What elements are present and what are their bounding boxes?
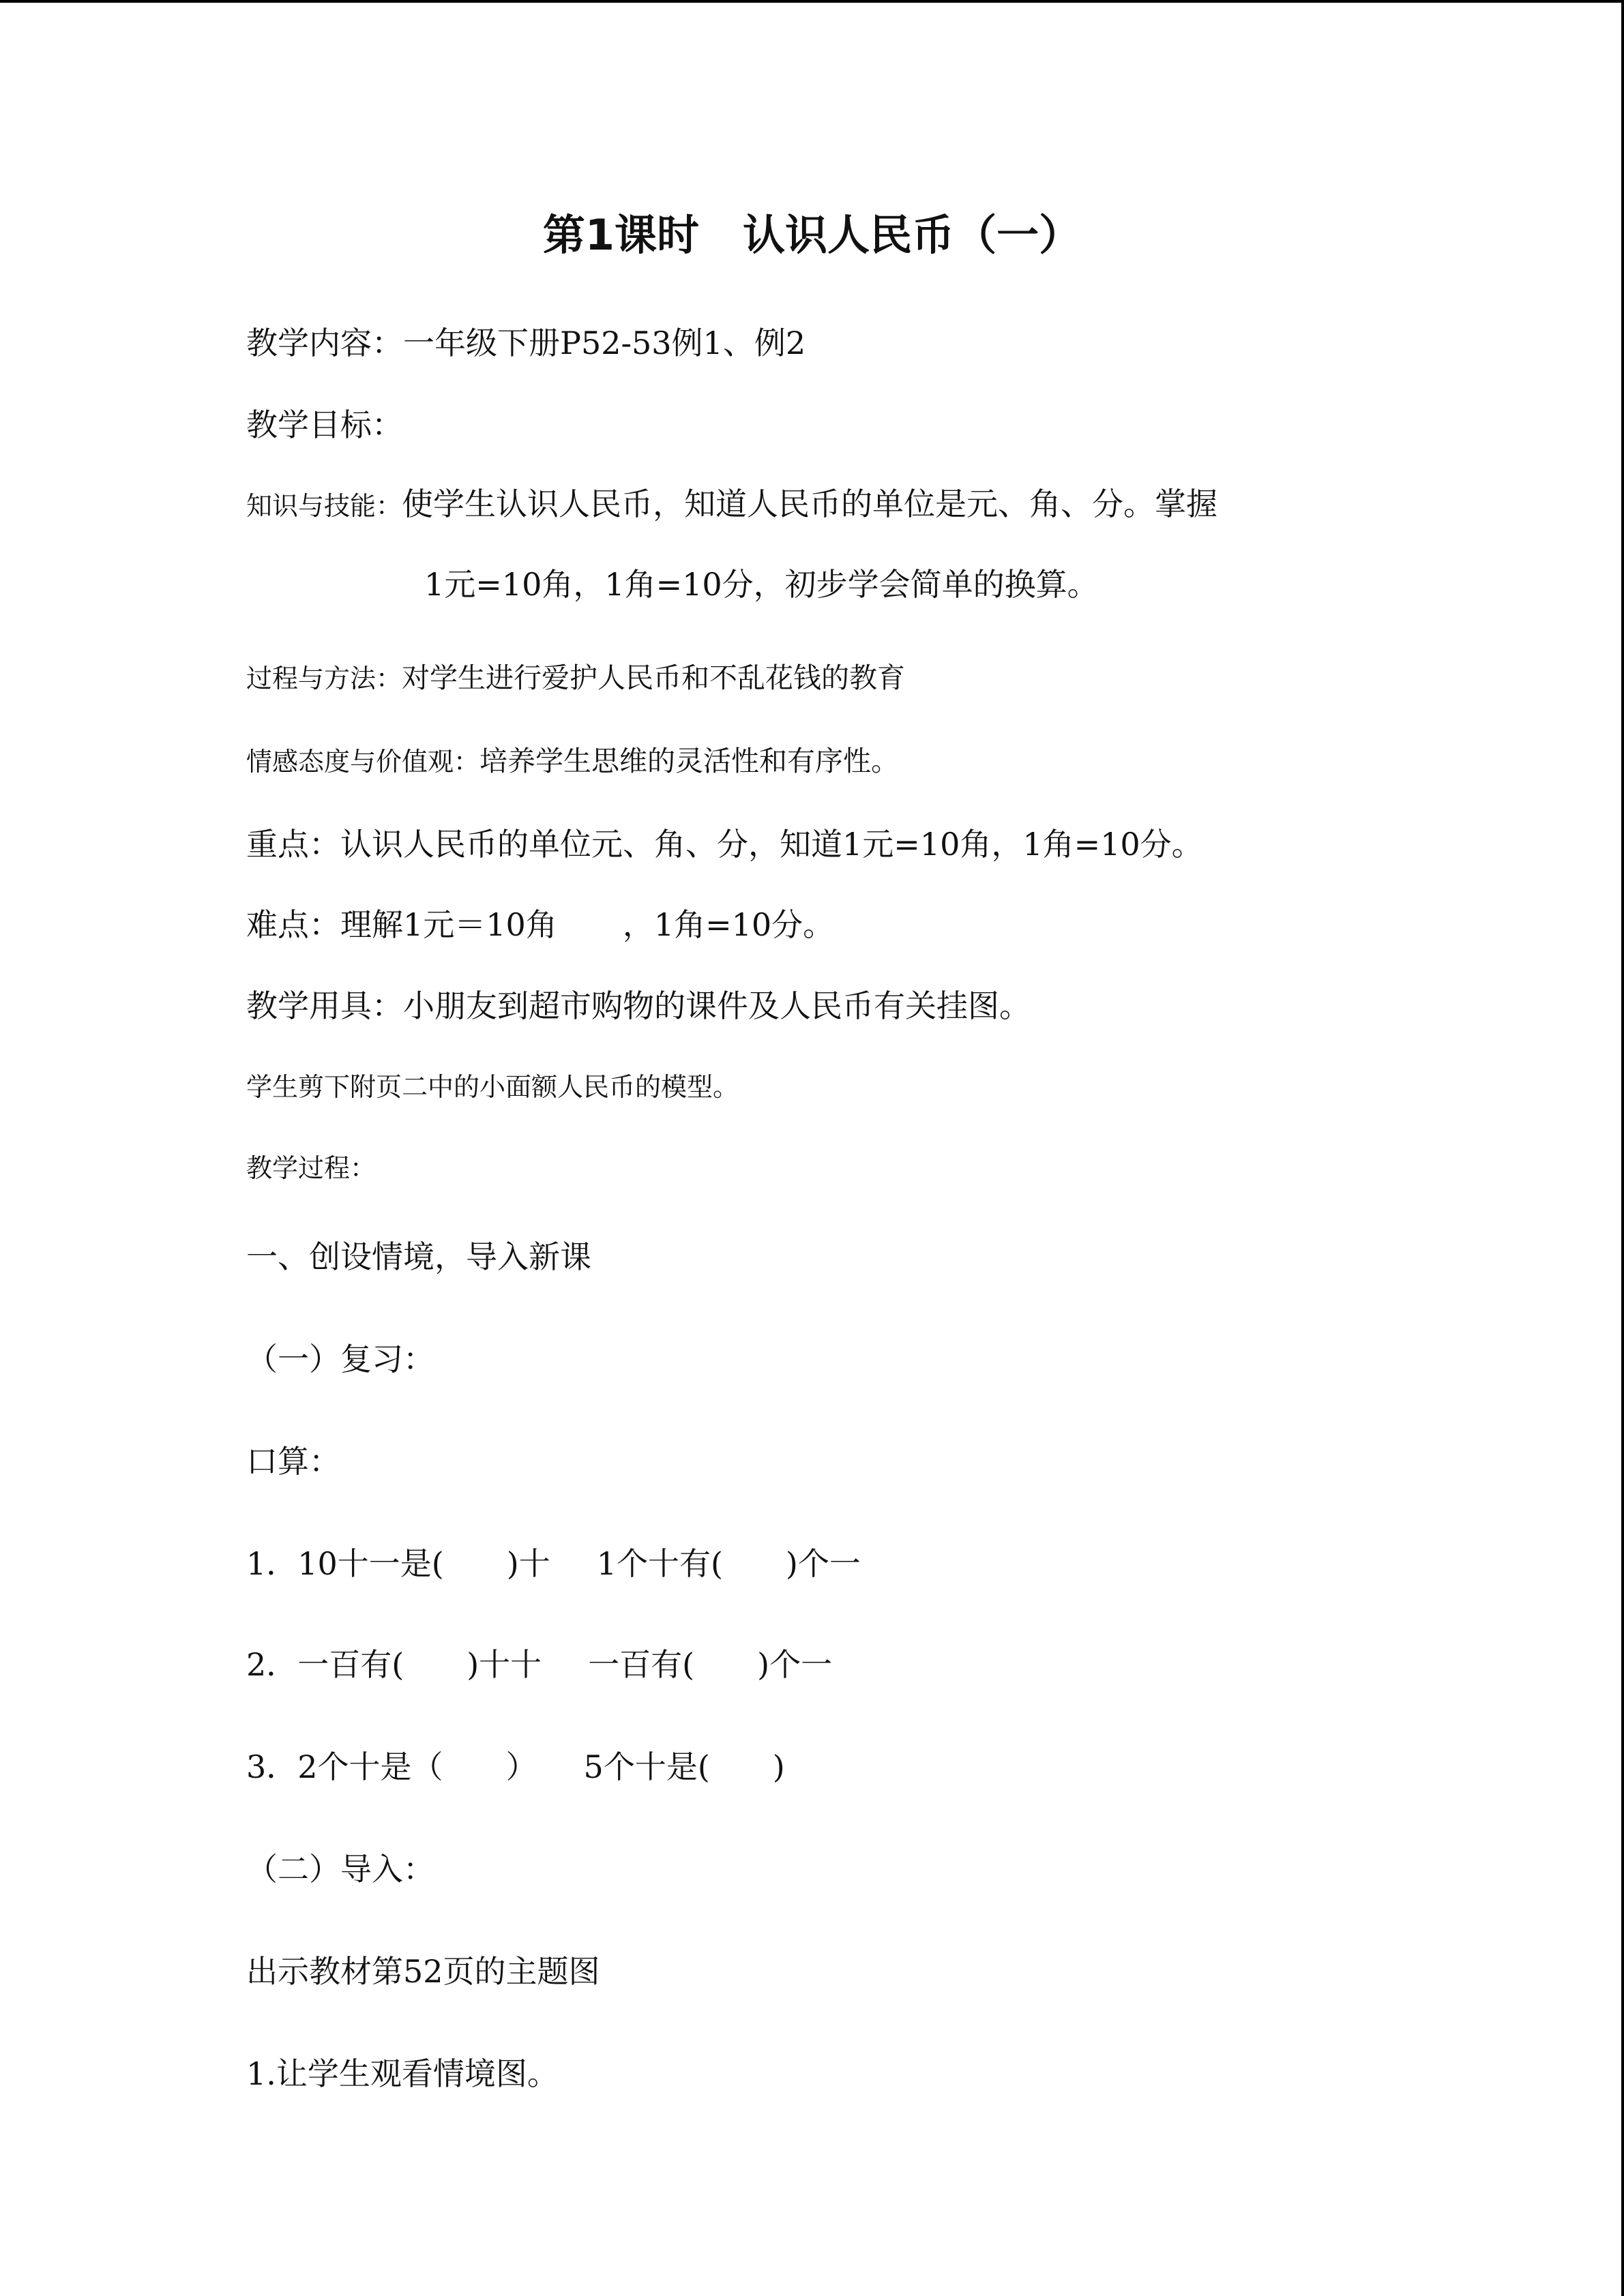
question-3a: 3．2个十是（ ） bbox=[246, 1748, 537, 1785]
question-1 bbox=[246, 1545, 861, 1582]
student-prep-line: 学生剪下附页二中的小面额人民币的模型。 bbox=[246, 1072, 739, 1102]
title-topic: 认识人民币（一） bbox=[743, 210, 1082, 260]
process-goal-text: 对学生进行爱护人民币和不乱花钱的教育 bbox=[402, 661, 906, 694]
question-2a: 2．一百有( )十十 bbox=[246, 1646, 542, 1683]
question-2 bbox=[246, 1646, 833, 1683]
question-3b: 5个十是( ) bbox=[583, 1748, 785, 1785]
oral-calc-label: 口算： bbox=[246, 1443, 340, 1480]
question-3 bbox=[246, 1748, 785, 1785]
skill-goal-continuation: 1元=10角，1角=10分，初步学会简单的换算。 bbox=[424, 566, 1099, 603]
top-border-line bbox=[0, 0, 1624, 3]
right-border-line bbox=[1621, 0, 1624, 2296]
step-1-line: 1.让学生观看情境图。 bbox=[246, 2055, 559, 2092]
section-1-heading: 一、创设情境，导入新课 bbox=[246, 1238, 591, 1275]
process-goal-label: 过程与方法： bbox=[246, 664, 402, 694]
page-title bbox=[0, 210, 1624, 260]
process-goal-line bbox=[246, 661, 906, 694]
content-line: 教学内容：一年级下册P52-53例1、例2 bbox=[246, 325, 806, 361]
difficulty-part-b: ，1角=10分。 bbox=[622, 906, 835, 943]
emotion-goal-label: 情感态度与价值观： bbox=[246, 747, 480, 777]
emotion-goal-line bbox=[246, 747, 899, 775]
skill-goal-line bbox=[246, 488, 1217, 520]
tools-line: 教学用具：小朋友到超市购物的课件及人民币有关挂图。 bbox=[246, 987, 1031, 1024]
show-figure-line: 出示教材第52页的主题图 bbox=[246, 1953, 600, 1990]
emotion-goal-text: 培养学生思维的灵活性和有序性。 bbox=[479, 745, 900, 777]
key-point-line: 重点：认识人民币的单位元、角、分，知道1元=10角，1角=10分。 bbox=[246, 826, 1203, 863]
subsection-intro: （二）导入： bbox=[246, 1851, 434, 1888]
question-1a: 1．10十一是( )十 bbox=[246, 1545, 550, 1582]
title-lesson-number: 第1课时 bbox=[542, 210, 700, 260]
goals-heading: 教学目标： bbox=[246, 406, 403, 443]
question-2b: 一百有( )个一 bbox=[588, 1646, 833, 1683]
skill-goal-label: 知识与技能： bbox=[246, 491, 402, 521]
process-heading: 教学过程： bbox=[246, 1153, 377, 1183]
difficulty-part-a: 难点：理解1元＝10角 bbox=[246, 906, 557, 943]
skill-goal-text: 使学生认识人民币，知道人民币的单位是元、角、分。掌握 bbox=[402, 486, 1218, 522]
difficulty-line bbox=[246, 906, 835, 943]
question-1b: 1个十有( )个一 bbox=[596, 1545, 861, 1582]
subsection-review: （一）复习： bbox=[246, 1341, 434, 1377]
